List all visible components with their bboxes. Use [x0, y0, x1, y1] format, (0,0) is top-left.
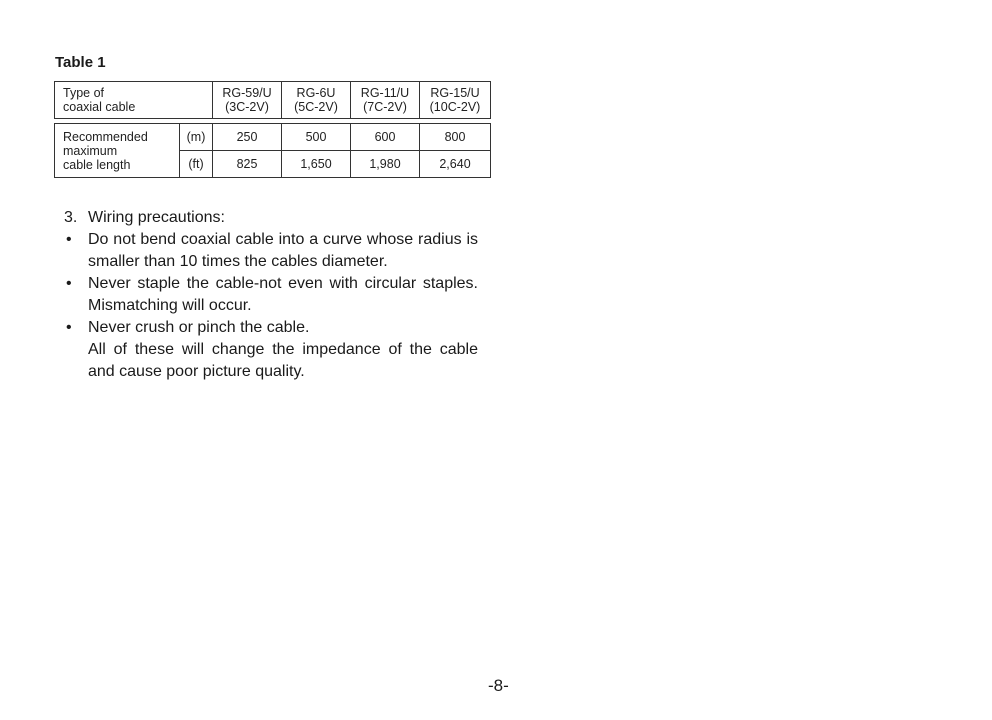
value-cell: 500: [282, 124, 351, 151]
list-item-text: Never staple the cable-not even with circular staples. Mismatching will occur.: [88, 275, 478, 314]
bullet-dot-icon: •: [66, 231, 72, 248]
value-cell: 1,650: [282, 151, 351, 178]
bullet-dot-icon: •: [66, 319, 72, 336]
header-label-cell: [55, 82, 213, 119]
value-cell: 1,980: [351, 151, 420, 178]
list-item-text: Never crush or pinch the cable.: [88, 319, 310, 336]
page-number: -8-: [488, 676, 509, 695]
value-cell: 800: [420, 124, 491, 151]
cable-code: (3C-2V): [225, 100, 269, 114]
table-row: [55, 124, 491, 151]
row-label-cell: [55, 124, 180, 178]
row-label-line3: cable length: [63, 157, 131, 172]
unit-cell: (m): [180, 124, 213, 151]
value-cell: 600: [351, 124, 420, 151]
closing-paragraph: All of these will change the impedance of the cable and cause poor picture quality.: [88, 341, 478, 380]
header-label-line1: Type of: [63, 86, 104, 100]
header-cable-cell: [420, 82, 491, 119]
cable-code: (7C-2V): [363, 100, 407, 114]
table-header-row: [55, 82, 491, 119]
row-label-line1: Recommended: [63, 129, 148, 144]
row-label-line2: maximum: [63, 143, 118, 158]
header-cable-cell: [351, 82, 420, 119]
cable-code: (5C-2V): [294, 100, 338, 114]
unit-cell: (ft): [180, 151, 213, 178]
table-title: Table 1: [55, 54, 106, 71]
cable-name: RG-6U: [296, 86, 336, 100]
list-item-text: Do not bend coaxial cable into a curve whose radius is smaller than 10 times the cables diameter.: [88, 231, 478, 270]
cable-name: RG-15/U: [430, 86, 480, 100]
list-item: [64, 317, 478, 339]
value-cell: 825: [213, 151, 282, 178]
list-item: [64, 229, 478, 273]
value-cell: 250: [213, 124, 282, 151]
bullet-dot-icon: •: [66, 275, 72, 292]
coaxial-cable-table: [54, 81, 491, 178]
header-cable-cell: [282, 82, 351, 119]
list-item: [64, 273, 478, 317]
cable-code: (10C-2V): [429, 100, 481, 114]
header-cable-cell: [213, 82, 282, 119]
cable-name: RG-11/U: [360, 86, 410, 100]
section-number: 3.: [64, 209, 78, 226]
header-label-line2: coaxial cable: [63, 100, 136, 114]
wiring-precautions-section: [64, 207, 478, 383]
cable-name: RG-59/U: [222, 86, 272, 100]
value-cell: 2,640: [420, 151, 491, 178]
precautions-heading: [64, 207, 478, 229]
section-heading: Wiring precautions:: [88, 209, 225, 226]
